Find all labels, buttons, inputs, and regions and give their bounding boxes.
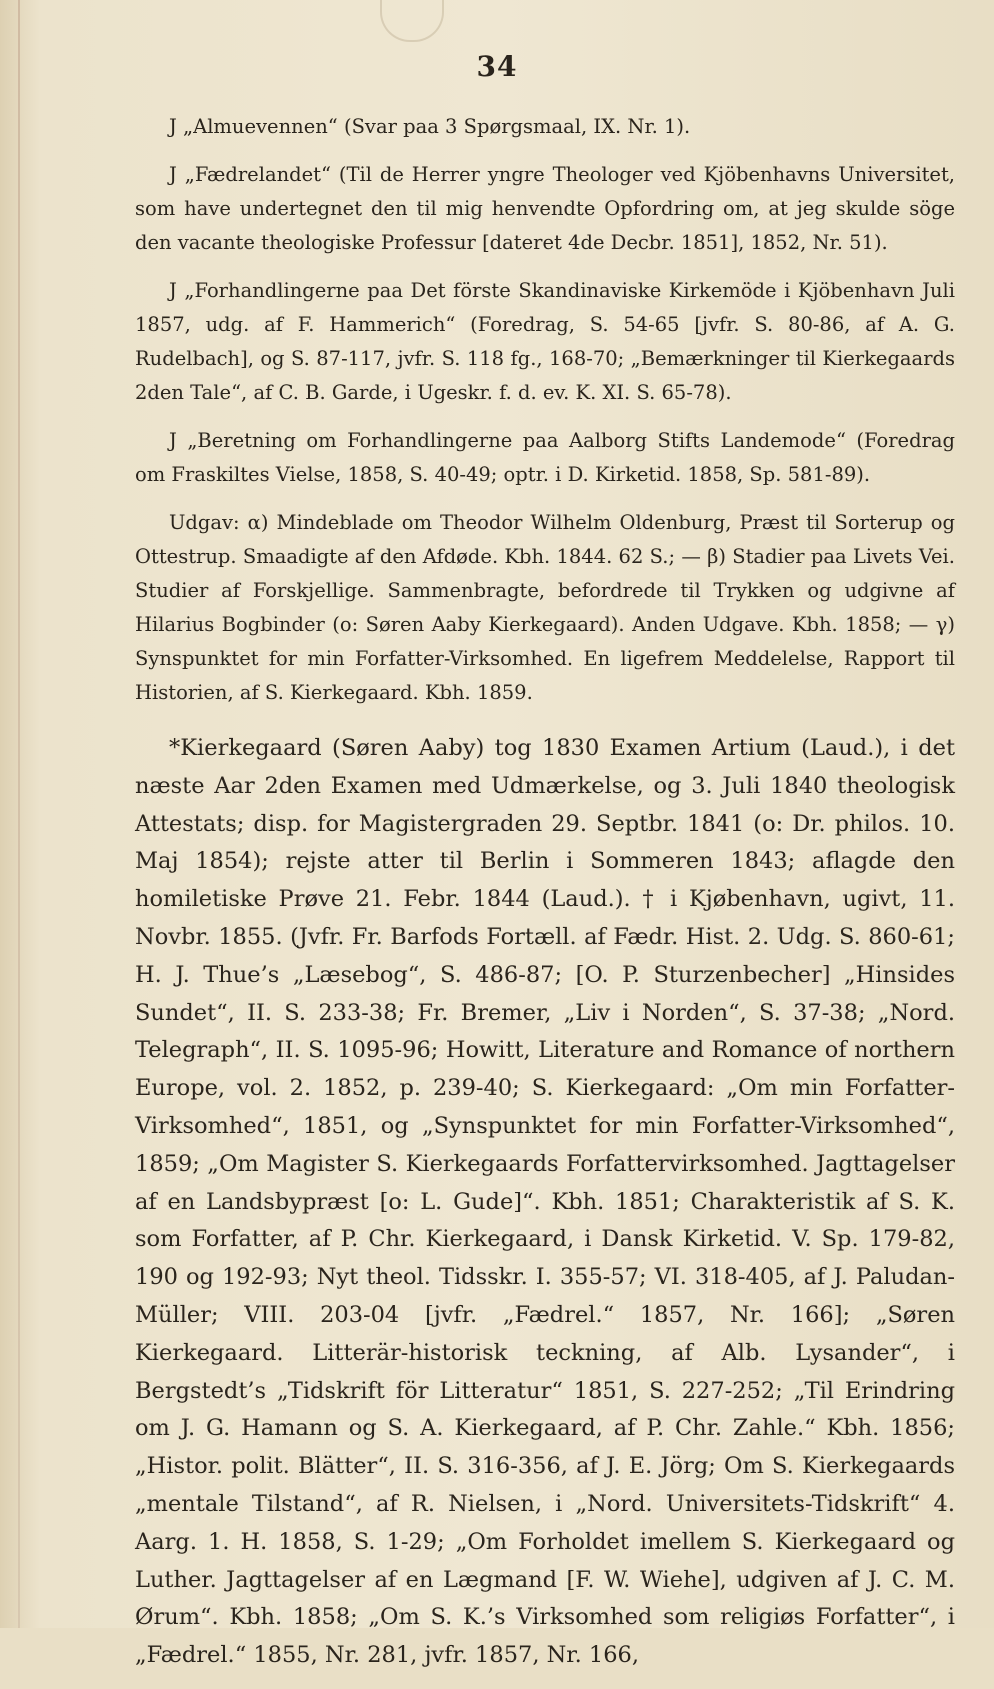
entry-text: Udgav: α) Mindeblade om Theodor Wilhelm Oldenburg, Præst til Sorterup og Ottestrup. Smaadigte af den Afdøde. Kbh. 1844. 62 S.; — β) Stadier paa Livets Vei. Studier af Forskjellige. Sammenbragte, befordrede til Trykken og udgivne af Hilarius Bogbinder (o: Søren Aaby Kierkegaard). Anden Udgave. Kbh. 1858; — γ) Synspunktet for min Forfatter-Virksomhed. En ligefrem Meddelelse, Rapport til Historien, af S. Kierkegaard. Kbh. 1859.	[135, 511, 955, 704]
entry-text: *Kierkegaard (Søren Aaby) tog 1830 Examen Artium (Laud.), i det næste Aar 2den Examen med Udmærkelse, og 3. Juli 1840 theologisk Attestats; disp. for Magistergraden 29. Septbr. 1841 (o: Dr. philos. 10. Maj 1854); rejste atter til Berlin i Sommeren 1843; aflagde den homiletiske Prøve 21. Febr. 1844 (Laud.). † i Kjøbenhavn, ugivt, 11. Novbr. 1855. (Jvfr. Fr. Barfods Fortæll. af Fædr. Hist. 2. Udg. S. 860-61; H. J. Thue’s „Læsebog“, S. 486-87; [O. P. Sturzenbecher] „Hinsides Sundet“, II. S. 233-38; Fr. Bremer, „Liv i Norden“, S. 37-38; „Nord. Telegraph“, II. S. 1095-96; Howitt, Literature and Romance of northern Europe, vol. 2. 1852, p. 239-40; S. Kierkegaard: „Om min Forfatter-Virksomhed“, 1851, og „Synspunktet for min Forfatter-Virksomhed“, 1859; „Om Magister S. Kierkegaards Forfattervirksomhed. Jagttagelser af en Landsbypræst [o: L. Gude]“. Kbh. 1851; Charakteristik af S. K. som Forfatter, af P. Chr. Kierkegaard, i Dansk Kirketid. V. Sp. 179-82, 190 og 192-93; Nyt theol. Tidsskr. I. 355-57; VI. 318-405, af J. Paludan-Müller; VIII. 203-04 [jvfr. „Fædrel.“ 1857, Nr. 166]; „Søren Kierkegaard. Litterär-historisk teckning, af Alb. Lysander“, i Bergstedt’s „Tidskrift för Litteratur“ 1851, S. 227-252; „Til Erindring om J. G. Hamann og S. A. Kierkegaard, af P. Chr. Zahle.“ Kbh. 1856; „Histor. polit. Blätter“, II. S. 316-356, af J. E. Jörg; Om S. Kierkegaards „mentale Tilstand“, af R. Nielsen, i „Nord. Universitets-Tidskrift“ 4. Aarg. 1. H. 1858, S. 1-29; „Om Forholdet imellem S. Kierkegaard og Luther. Jagttagelser af en Lægmand [F. W. Wiehe], udgiven af J. C. M. Ørum“. Kbh. 1858; „Om S. K.’s Virksomhed som religiøs Forfatter“, i „Fædrel.“ 1855, Nr. 281, jvfr. 1857, Nr. 166,	[135, 735, 955, 1669]
page-number: 34	[476, 50, 518, 83]
entry-forhandlingerne	[135, 274, 955, 410]
page-gutter	[18, 0, 20, 1628]
entry-udgav	[135, 506, 955, 710]
entry-faedrelandet	[135, 158, 955, 260]
entry-text: J „Beretning om Forhandlingerne paa Aalborg Stifts Landemode“ (Foredrag om Fraskiltes Vielse, 1858, S. 40-49; optr. i D. Kirketid. 1858, Sp. 581-89).	[135, 429, 955, 486]
entry-text: J „Forhandlingerne paa Det förste Skandinaviske Kirkemöde i Kjöbenhavn Juli 1857, udg. af F. Hammerich“ (Foredrag, S. 54-65 [jvfr. S. 80-86, af A. G. Rudelbach], og S. 87-117, jvfr. S. 118 fg., 168-70; „Bemærkninger til Kierkegaards 2den Tale“, af C. B. Garde, i Ugeskr. f. d. ev. K. XI. S. 65-78).	[135, 279, 955, 404]
entry-beretning	[135, 424, 955, 492]
paper-stain	[380, 0, 444, 42]
entry-text: J „Fædrelandet“ (Til de Herrer yngre Theologer ved Kjöbenhavns Universitet, som have undertegnet den til mig henvendte Opfordring om, at jeg skulde söge den vacante theologiske Professur [dateret 4de Decbr. 1851], 1852, Nr. 51).	[135, 163, 955, 254]
page-text	[135, 110, 955, 1689]
entry-kierkegaard	[135, 730, 955, 1675]
entry-almuevennen	[135, 110, 955, 144]
entry-text: J „Almuevennen“ (Svar paa 3 Spørgsmaal, IX. Nr. 1).	[169, 115, 691, 138]
